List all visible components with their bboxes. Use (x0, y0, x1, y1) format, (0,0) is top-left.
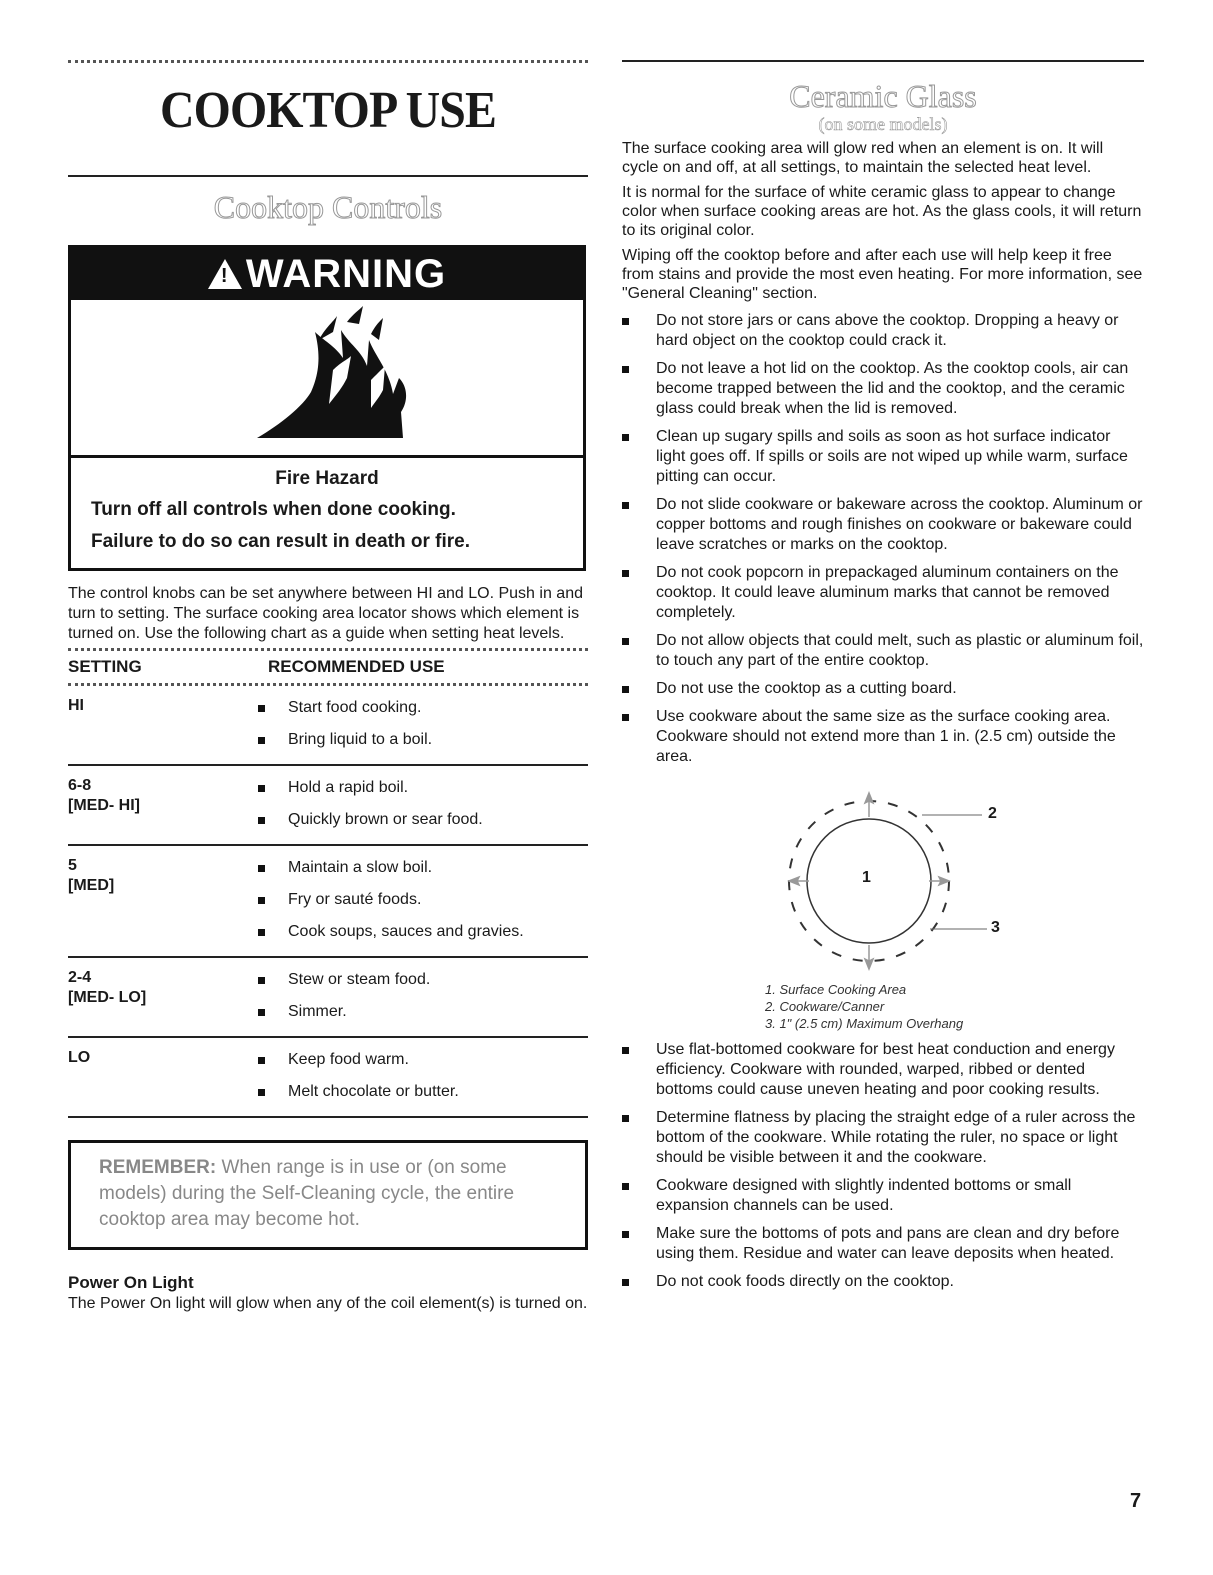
use-item (258, 724, 588, 756)
bullet-square-icon (258, 977, 265, 984)
warning-line-1: Turn off all controls when done cooking. (91, 499, 456, 520)
list-item-text: Do not allow objects that could melt, such as plastic or aluminum foil, to touch any part of the entire cooktop. (656, 632, 1144, 669)
right-column (622, 60, 1144, 1292)
setting-label: [MED- LO] (68, 989, 147, 1006)
use-item (258, 996, 588, 1028)
bullet-square-icon (622, 502, 629, 509)
controls-intro: The control knobs can be set anywhere between HI and LO. Push in and turn to setting. The surface cooking area locator shows which element is turned on. Use the following chart as a guide when setting heat levels. (68, 585, 583, 642)
cooktop-controls-heading: Cooktop Controls (213, 189, 443, 225)
bullet-square-icon (622, 686, 629, 693)
list-item (622, 631, 1144, 671)
bullet-square-icon (622, 366, 629, 373)
cookware-overhang-diagram (732, 781, 1032, 981)
setting-cell (68, 964, 258, 1028)
page-number: 7 (1130, 1490, 1142, 1512)
setting-cell (68, 1044, 258, 1108)
list-item-text: Do not slide cookware or bakeware across the cooktop. Aluminum or copper bottoms and rough finishes on cookware or bakeware could leave scratches or marks on the cooktop. (656, 496, 1143, 553)
bullet-square-icon (258, 785, 265, 792)
table-row (68, 686, 588, 766)
use-text: Keep food warm. (288, 1051, 409, 1068)
left-column (68, 60, 588, 1313)
ceramic-glass-heading: Ceramic Glass (789, 78, 977, 114)
page-title: COOKTOP USE (160, 82, 496, 139)
callout-3: 3 (991, 919, 1000, 936)
setting-label: 6-8 (68, 777, 92, 794)
use-text: Maintain a slow boil. (288, 859, 433, 876)
remember-text: When range is in use or (on some models) during the Self-Cleaning cycle, the entire cooktop area may become hot. (99, 1157, 515, 1230)
ceramic-glass-subheading: (on some models) (818, 114, 948, 134)
ceramic-care-list (622, 311, 1144, 767)
table-header-row (68, 651, 588, 683)
cookware-tips-list (622, 1040, 1144, 1292)
use-item (258, 1076, 588, 1108)
list-item (622, 1224, 1144, 1264)
table-row (68, 846, 588, 958)
use-item (258, 884, 588, 916)
list-item-text: Do not store jars or cans above the cooktop. Dropping a heavy or hard object on the cooktop could crack it. (656, 312, 1119, 349)
warning-header (71, 248, 583, 300)
setting-cell (68, 772, 258, 836)
ceramic-paragraph-1: The surface cooking area will glow red when an element is on. It will cycle on and off, at all settings, to maintain the selected heat level. (622, 140, 1104, 176)
bullet-square-icon (258, 737, 265, 744)
table-body (68, 686, 588, 1118)
bullet-square-icon (258, 1057, 265, 1064)
use-text: Cook soups, sauces and gravies. (288, 923, 524, 940)
use-text: Hold a rapid boil. (288, 779, 409, 796)
use-text: Melt chocolate or butter. (288, 1083, 459, 1100)
callout-1: 1 (862, 869, 871, 886)
use-text: Quickly brown or sear food. (288, 811, 483, 828)
setting-label: [MED- HI] (68, 797, 140, 814)
caption-1: 1. Surface Cooking Area (765, 982, 907, 997)
list-item-text: Use cookware about the same size as the surface cooking area. Cookware should not extend more than 1 in. (2.5 cm) outside the area. (656, 708, 1116, 765)
bullet-square-icon (622, 1231, 629, 1238)
bullet-square-icon (258, 897, 265, 904)
setting-cell (68, 852, 258, 948)
use-item (258, 964, 588, 996)
bullet-square-icon (622, 1047, 629, 1054)
remember-label: REMEMBER: (99, 1157, 217, 1178)
bullet-square-icon (622, 318, 629, 325)
list-item (622, 427, 1144, 487)
setting-cell (68, 692, 258, 756)
warning-text (71, 458, 583, 568)
ceramic-paragraph-2: It is normal for the surface of white ceramic glass to appear to change color when surface cooking areas are hot. As the glass cools, it will return to its original color. (622, 184, 1142, 239)
table-row (68, 766, 588, 846)
warning-label: WARNING (245, 252, 447, 296)
list-item (622, 707, 1144, 767)
power-on-text: The Power On light will glow when any of the coil element(s) is turned on. (68, 1295, 588, 1312)
list-item (622, 563, 1144, 623)
top-rule (68, 60, 588, 63)
use-text: Stew or steam food. (288, 971, 431, 988)
bullet-square-icon (258, 1009, 265, 1016)
list-item-text: Determine flatness by placing the straight edge of a ruler across the bottom of the cookware. While rotating the ruler, no space or light should be visible between it and the cookware. (656, 1109, 1136, 1166)
use-text: Simmer. (288, 1003, 347, 1020)
list-item-text: Cookware designed with slightly indented bottoms or small expansion channels can be used. (656, 1177, 1072, 1214)
caption-3: 3. 1" (2.5 cm) Maximum Overhang (765, 1016, 964, 1031)
right-top-rule (622, 60, 1144, 62)
use-item (258, 916, 588, 948)
setting-label: HI (68, 697, 84, 714)
caption-2: 2. Cookware/Canner (765, 999, 885, 1014)
list-item-text: Do not leave a hot lid on the cooktop. As the cooktop cools, air can become trapped between the lid and the cooktop, and the ceramic glass could break when the lid is removed. (656, 360, 1129, 417)
list-item-text: Do not cook popcorn in prepackaged aluminum containers on the cooktop. It could leave aluminum marks that cannot be removed completely. (656, 564, 1119, 621)
uses-cell (258, 852, 588, 948)
warning-hazard: Fire Hazard (275, 468, 379, 489)
power-on-heading: Power On Light (68, 1273, 194, 1292)
remember-note (68, 1140, 588, 1250)
list-item (622, 1272, 1144, 1292)
bullet-square-icon (258, 929, 265, 936)
fire-icon (71, 300, 589, 458)
uses-cell (258, 964, 588, 1028)
setting-label: 5 (68, 857, 77, 874)
header-setting: SETTING (68, 657, 142, 676)
overhang-diagram-svg (732, 781, 1032, 981)
use-text: Fry or sauté foods. (288, 891, 422, 908)
list-item (622, 679, 1144, 699)
warning-triangle-icon: ! (208, 259, 242, 289)
bullet-square-icon (622, 1183, 629, 1190)
uses-cell (258, 692, 588, 756)
uses-cell (258, 1044, 588, 1108)
bullet-square-icon (258, 865, 265, 872)
list-item-text: Use flat-bottomed cookware for best heat conduction and energy efficiency. Cookware with rounded, warped, ribbed or dented bottoms could cause uneven heating and poor cooking results. (656, 1041, 1115, 1098)
list-item (622, 311, 1144, 351)
fire-hazard-pictogram (71, 300, 583, 458)
bullet-square-icon (622, 638, 629, 645)
heat-settings-table (68, 648, 588, 1118)
bullet-square-icon (622, 1279, 629, 1286)
bullet-square-icon (258, 705, 265, 712)
list-item-text: Make sure the bottoms of pots and pans are clean and dry before using them. Residue and water can leave deposits when heated. (656, 1225, 1120, 1262)
warning-box (68, 245, 586, 571)
use-text: Start food cooking. (288, 699, 422, 716)
header-recommended-use: RECOMMENDED USE (268, 657, 445, 676)
list-item-text: Clean up sugary spills and soils as soon as hot surface indicator light goes off. If spills or soils are not wiped up while warm, surface pitting can occur. (656, 428, 1128, 485)
use-item (258, 772, 588, 804)
use-item (258, 804, 588, 836)
use-item (258, 692, 588, 724)
use-item (258, 1044, 588, 1076)
setting-label: 2-4 (68, 969, 92, 986)
bullet-square-icon (622, 1115, 629, 1122)
table-row (68, 1038, 588, 1118)
list-item (622, 495, 1144, 555)
list-item (622, 1040, 1144, 1100)
list-item-text: Do not use the cooktop as a cutting board. (656, 680, 957, 697)
warning-line-2: Failure to do so can result in death or fire. (91, 531, 471, 552)
uses-cell (258, 772, 588, 836)
table-row (68, 958, 588, 1038)
list-item-text: Do not cook foods directly on the cooktop. (656, 1273, 954, 1290)
bullet-square-icon (258, 817, 265, 824)
ceramic-paragraph-3: Wiping off the cooktop before and after each use will help keep it free from stains and provide the most even heating. For more information, see "General Cleaning" section. (622, 247, 1143, 302)
bullet-square-icon (622, 714, 629, 721)
bullet-square-icon (622, 434, 629, 441)
diagram-captions (765, 981, 1144, 1032)
callout-2: 2 (988, 805, 997, 822)
use-text: Bring liquid to a boil. (288, 731, 433, 748)
bullet-square-icon (622, 570, 629, 577)
setting-label: LO (68, 1049, 91, 1066)
list-item (622, 359, 1144, 419)
title-rule (68, 175, 588, 177)
bullet-square-icon (258, 1089, 265, 1096)
list-item (622, 1176, 1144, 1216)
list-item (622, 1108, 1144, 1168)
setting-label: [MED] (68, 877, 115, 894)
use-item (258, 852, 588, 884)
